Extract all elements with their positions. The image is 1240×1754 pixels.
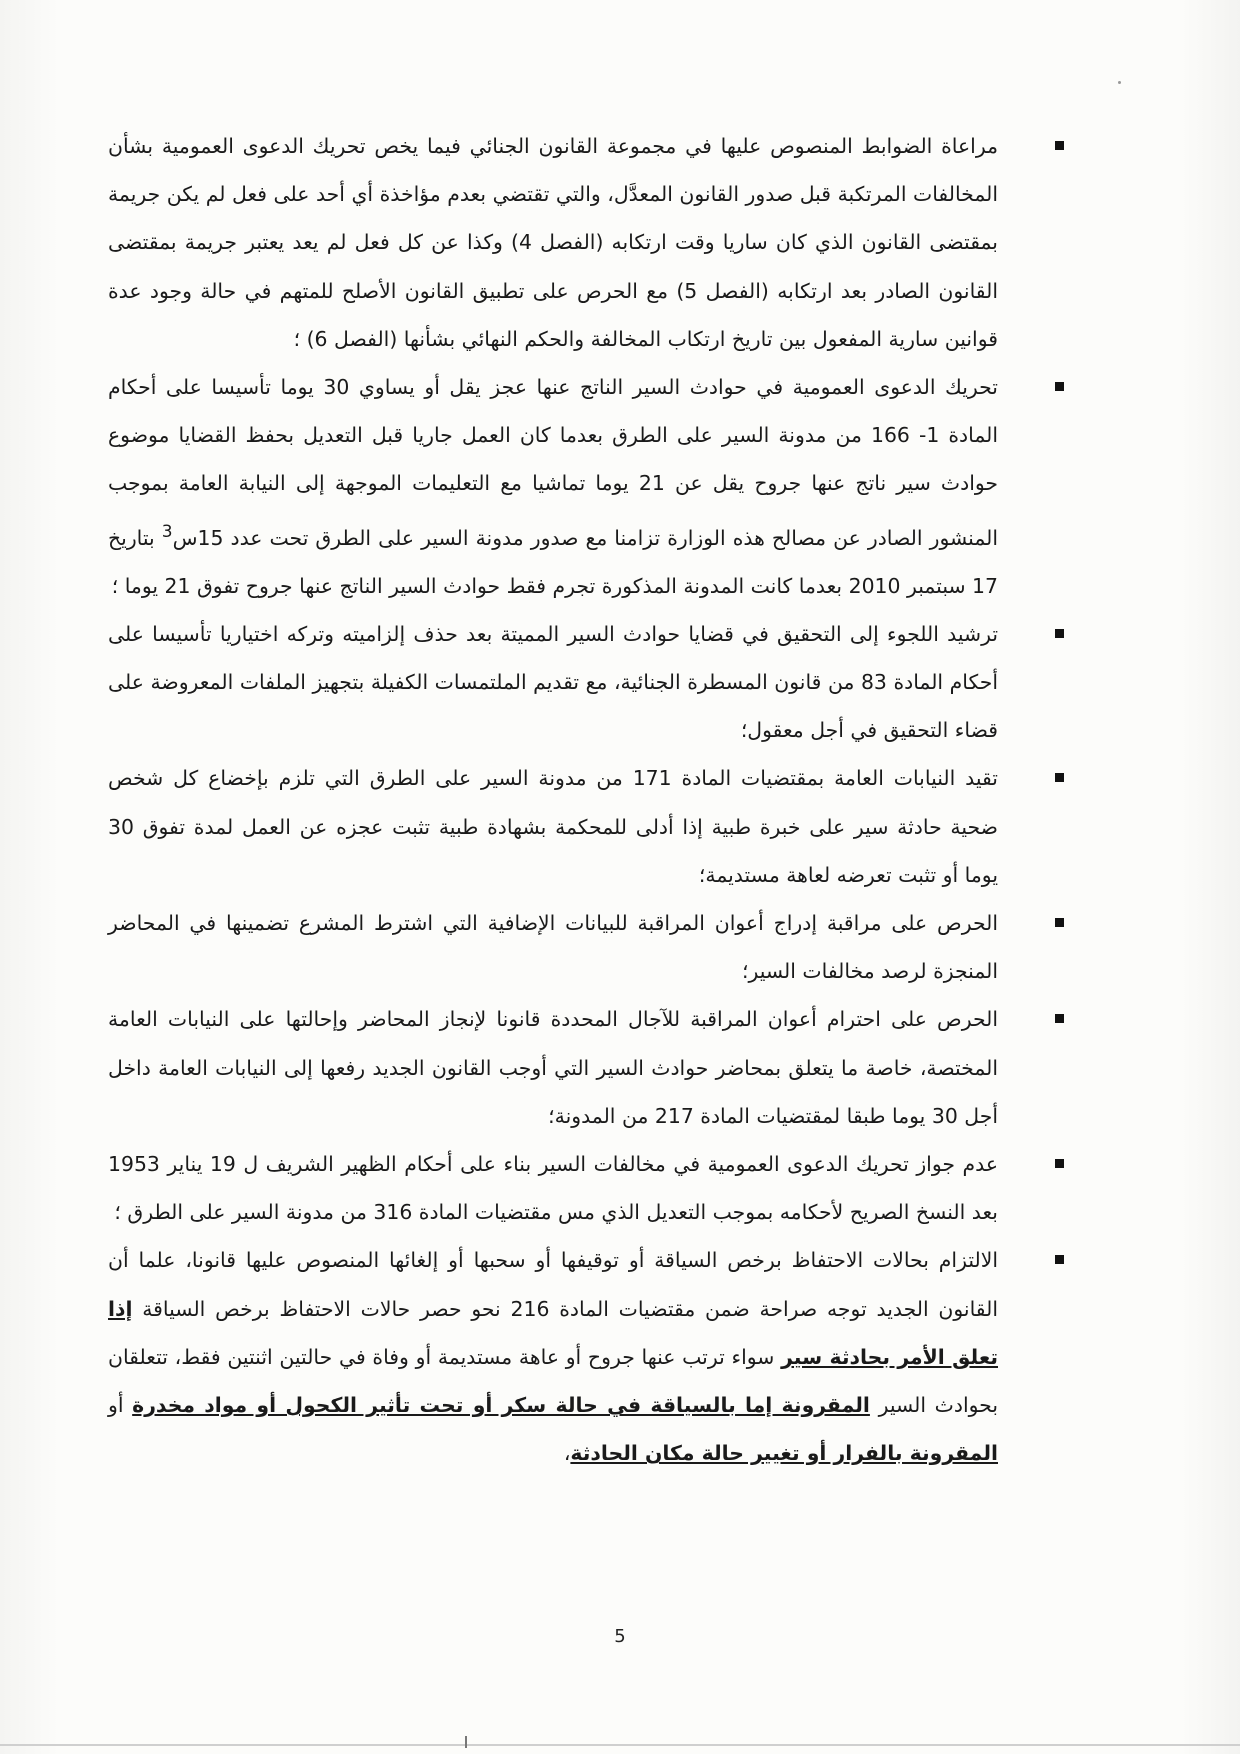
- scan-speck: [1118, 81, 1121, 84]
- underlined-phrase: المقرونة بالفرار أو تغيير حالة مكان الحادثة: [570, 1441, 998, 1466]
- bullet-text: الحرص على احترام أعوان المراقبة للآجال المحددة قانونا لإنجاز المحاضر وإحالتها على النيابات العامة المختصة، خاصة ما يتعلق بمحاضر حوادث السير التي أوجب القانون الجديد رفعها إلى النيابات العامة داخل أجل 30 يوما طبقا لمقتضيات المادة 217 من المدونة؛: [108, 1007, 998, 1128]
- underlined-phrase: المقرونة إما بالسياقة في حالة سكر أو تحت تأثير الكحول أو مواد مخدرة: [132, 1393, 870, 1418]
- bullet-text: الحرص على مراقبة إدراج أعوان المراقبة للبيانات الإضافية التي اشترط المشرع تضمينها في المحاضر المنجزة لرصد مخالفات السير؛: [108, 911, 998, 984]
- scan-bottom-tick: [465, 1736, 467, 1748]
- document-body: [108, 122, 998, 1477]
- bullet-item-8: [108, 1236, 998, 1477]
- footnote-superscript: 3: [161, 521, 173, 542]
- bullet-text: ترشيد اللجوء إلى التحقيق في قضايا حوادث السير المميتة بعد حذف إلزاميته وتركه اختياريا تأسيسا على أحكام المادة 83 من قانون المسطرة الجنائية، مع تقديم الملتمسات الكفيلة بتجهيز الملفات المعروضة على قضاء التحقيق في أجل معقول؛: [108, 621, 998, 743]
- bullet-text: عدم جواز تحريك الدعوى العمومية في مخالفات السير بناء على أحكام الظهير الشريف ل 19 يناير 1953 بعد النسخ الصريح لأحكامه بموجب التعديل الذي مس مقتضيات المادة 316 من مدونة السير على الطرق ؛: [108, 1152, 998, 1225]
- square-bullet-icon: [1055, 773, 1064, 782]
- bullet-item-5: [108, 899, 998, 995]
- square-bullet-icon: [1055, 1014, 1064, 1023]
- bullet-item-7: [108, 1140, 998, 1236]
- bullet-text: تقيد النيابات العامة بمقتضيات المادة 171 من مدونة السير على الطرق التي تلزم بإخضاع كل شخص ضحية حادثة سير على خبرة طبية إذا أدلى للمحكمة بشهادة طبية تثبت عجزه عن العمل لمدة تفوق 30 يوما أو تثبت تعرضه لعاهة مستديمة؛: [108, 766, 998, 887]
- square-bullet-icon: [1055, 918, 1064, 927]
- scan-bottom-edge: [0, 1744, 1240, 1746]
- bullet-text: مراعاة الضوابط المنصوص عليها في مجموعة القانون الجنائي فيما يخص تحريك الدعوى العمومية بشأن المخالفات المرتكبة قبل صدور القانون المعدَّل، والتي تقتضي بعدم مؤاخذة أي أحد على فعل لم يكن جريمة بمقتضى القانون الذي كان ساريا وقت ارتكابه (الفصل 4) وكذا عن كل فعل لم يعد يعتبر جريمة بمقتضى القانون الصادر بعد ارتكابه (الفصل 5) مع الحرص على تطبيق القانون الأصلح للمتهم في حالة وجود عدة قوانين سارية المفعول بين تاريخ ارتكاب المخالفة والحكم النهائي بشأنها (الفصل 6) ؛: [108, 134, 999, 351]
- bullet-text: تحريك الدعوى العمومية في حوادث السير الناتج عنها عجز يقل أو يساوي 30 يوما تأسيسا على أحكام المادة 1- 166 من مدونة السير على الطرق بعدما كان العمل جاريا قبل التعديل بحفظ القضايا موضوع حوادث سير ناتج عنها جروح يقل عن 21 يوما تماشيا مع التعليمات الموجهة إلى النيابة العامة بموجب المنشور الصادر عن مصالح هذه الوزارة تزامنا مع صدور مدونة السير على الطرق تحت عدد 15س: [108, 375, 998, 550]
- square-bullet-icon: [1055, 629, 1064, 638]
- square-bullet-icon: [1055, 141, 1064, 150]
- bullet-item-4: [108, 754, 998, 899]
- underlined-phrase: إذا تعلق الأمر بحادثة سير: [108, 1296, 998, 1369]
- bullet-text-continued: أو: [108, 1393, 133, 1418]
- bullet-item-2: [108, 363, 998, 610]
- bullet-item-1: [108, 122, 998, 363]
- bullet-text: الالتزام بحالات الاحتفاظ برخص السياقة أو توقيفها أو سحبها أو إلغائها المنصوص عليها قانونا، علما أن القانون الجديد توجه صراحة ضمن مقتضيات المادة 216 نحو حصر حالات الاحتفاظ برخص السياقة: [108, 1248, 999, 1321]
- page-number: 5: [614, 1626, 626, 1647]
- bullet-text-continued: بتاريخ 17 سبتمبر 2010 بعدما كانت المدونة المذكورة تجرم فقط حوادث السير الناتج عنها جروح تفوق 21 يوما ؛: [108, 525, 998, 598]
- square-bullet-icon: [1055, 1159, 1064, 1168]
- bullet-text-continued: سواء ترتب عنها جروح أو عاهة مستديمة أو وفاة في حالتين اثنتين فقط، تتعلقان بحوادث السير: [108, 1344, 998, 1418]
- square-bullet-icon: [1055, 1255, 1064, 1264]
- bullet-item-3: [108, 610, 998, 755]
- bullet-text-end: ،: [563, 1441, 571, 1466]
- square-bullet-icon: [1055, 382, 1064, 391]
- bullet-list: [108, 122, 998, 1477]
- bullet-item-6: [108, 995, 998, 1140]
